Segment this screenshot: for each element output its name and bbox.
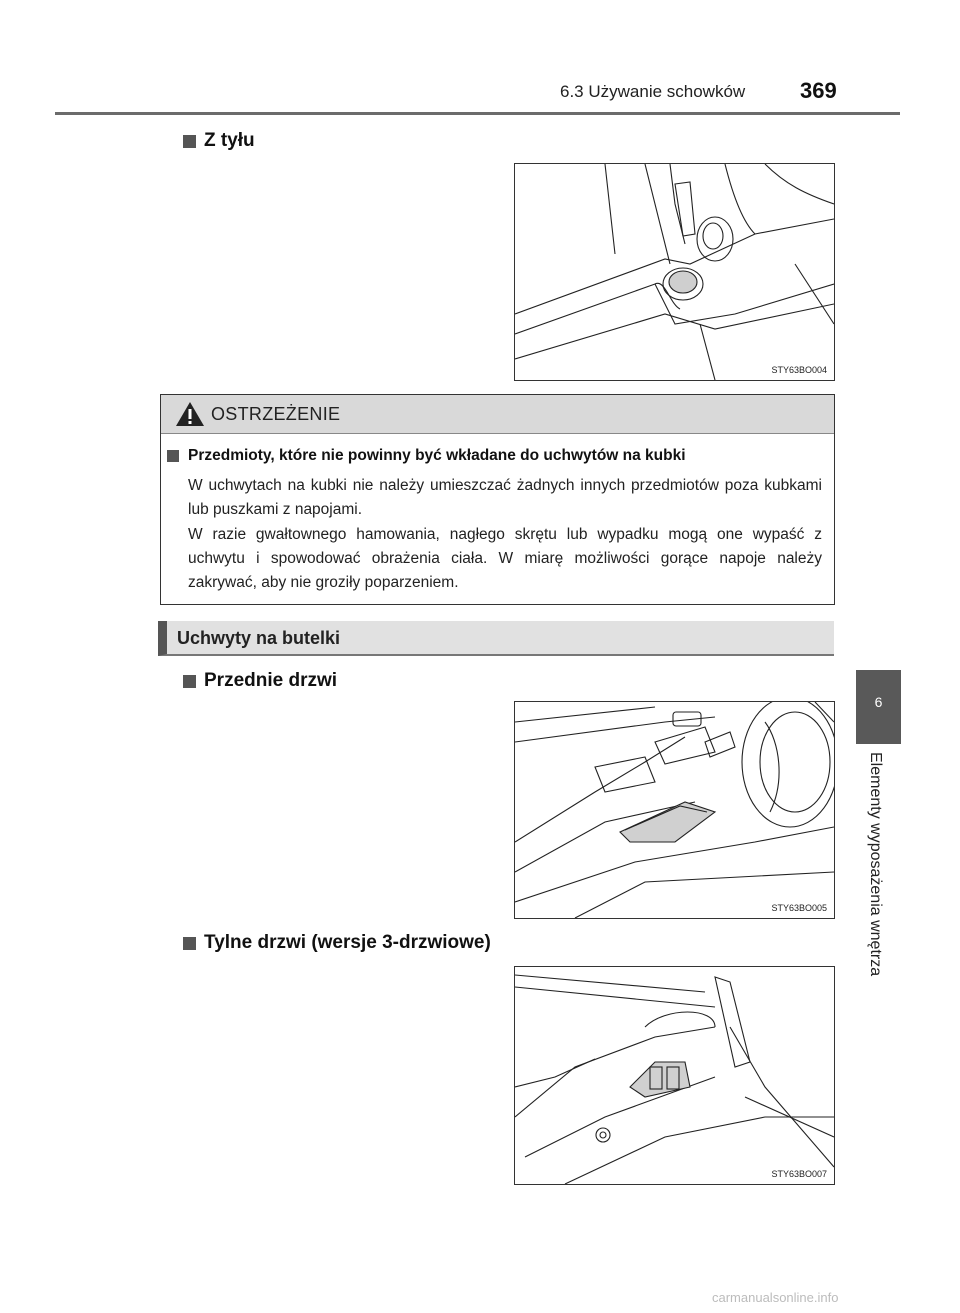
warning-paragraph: W razie gwałtownego hamowania, nagłego skrętu lub wypadku mogą one wypaść z uchwytu i spowodować obrażenia ciała. W miarę możliwości gorące napoje należy zakrywać, aby nie groziły poparzeniem. (188, 525, 822, 592)
rear-cup-holder-illustration (514, 163, 835, 381)
square-bullet-icon (183, 135, 196, 148)
rear-door-bottle-holder-illustration (514, 966, 835, 1185)
front-doors-heading-text: Przednie drzwi (204, 670, 338, 691)
figure-code: STY63BO005 (771, 903, 827, 913)
rear-doors-heading-text: Tylne drzwi (wersje 3-drzwiowe) (204, 932, 491, 953)
section-title-bar (158, 621, 834, 656)
figure-code: STY63BO007 (771, 1169, 827, 1179)
warning-body (188, 474, 822, 595)
rear-doors-heading (183, 932, 491, 954)
warning-subheading-text: Przedmioty, które nie powinny być wkładane do uchwytów na kubki (188, 447, 686, 464)
front-door-bottle-holder-illustration (514, 701, 835, 919)
front-doors-heading (183, 670, 337, 692)
square-bullet-icon (183, 937, 196, 950)
section-title: Uchwyty na butelki (177, 628, 341, 648)
header-divider (55, 112, 900, 115)
warning-triangle-icon (175, 401, 205, 427)
warning-title: OSTRZEŻENIE (211, 403, 341, 424)
square-bullet-icon (167, 450, 179, 462)
chapter-tab (856, 670, 901, 744)
warning-header (161, 395, 834, 434)
warning-box (160, 394, 835, 605)
rear-heading-text: Z tyłu (204, 130, 255, 151)
running-header-section: 6.3 Używanie schowków (560, 82, 746, 101)
rear-heading (183, 130, 255, 152)
square-bullet-icon (183, 675, 196, 688)
footer-watermark: carmanualsonline.info (712, 1290, 839, 1305)
warning-paragraph: W uchwytach na kubki nie należy umieszczać żadnych innych przedmiotów poza kubkami lub puszkami z napojami. (188, 477, 822, 519)
chapter-number: 6 (874, 694, 883, 710)
chapter-label: Elementy wyposażenia wnętrza (867, 752, 884, 977)
figure-code: STY63BO004 (771, 365, 827, 375)
warning-subheading (167, 447, 686, 465)
page-number: 369 (800, 78, 837, 103)
